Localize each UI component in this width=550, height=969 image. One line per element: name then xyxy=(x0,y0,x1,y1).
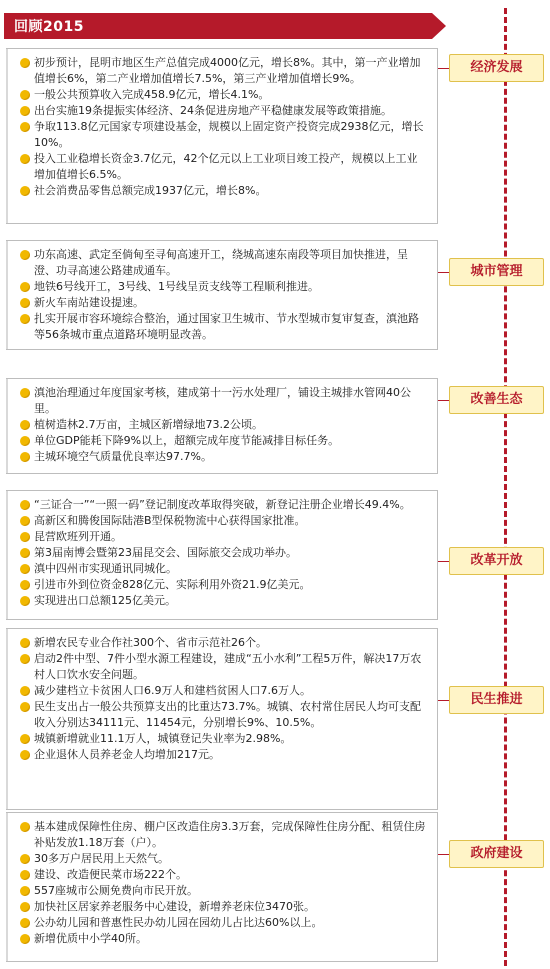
bullet-icon xyxy=(20,854,30,864)
list-item: 滇中四州市实现通讯同城化。 xyxy=(20,561,427,577)
bullet-icon xyxy=(20,314,30,324)
bullet-icon xyxy=(20,90,30,100)
list-item: 主城环境空气质量优良率达97.7%。 xyxy=(20,449,427,465)
section-reform xyxy=(6,490,438,620)
bullet-icon xyxy=(20,282,30,292)
tag-connector xyxy=(438,272,449,273)
list-item: 30多万户居民用上天然气。 xyxy=(20,851,427,867)
tag-livelihood: 民生推进 xyxy=(449,686,544,714)
section-economy xyxy=(6,48,438,224)
bullet-icon xyxy=(20,734,30,744)
tag-economy: 经济发展 xyxy=(449,54,544,82)
bullet-icon xyxy=(20,452,30,462)
list-item: 争取113.8亿元国家专项建设基金，规模以上固定资产投资完成2938亿元，增长10%。 xyxy=(20,119,427,151)
bullet-icon xyxy=(20,420,30,430)
bullet-icon xyxy=(20,250,30,260)
bullet-icon xyxy=(20,122,30,132)
bullet-icon xyxy=(20,870,30,880)
bullet-icon xyxy=(20,388,30,398)
tag-city: 城市管理 xyxy=(449,258,544,286)
page-title: 回顾2015 xyxy=(14,19,84,35)
list-item: 扎实开展市容环境综合整治，通过国家卫生城市、节水型城市复审复查，滇池路等56条城市重点道路环境明显改善。 xyxy=(20,311,427,343)
bullet-icon xyxy=(20,186,30,196)
timeline-spine xyxy=(504,8,507,966)
list-item: 昆营欧班列开通。 xyxy=(20,529,427,545)
list-item: 第3届南博会暨第23届昆交会、国际旅交会成功举办。 xyxy=(20,545,427,561)
bullet-icon xyxy=(20,106,30,116)
section-ecology xyxy=(6,378,438,474)
section-city xyxy=(6,240,438,350)
list-item: 功东高速、武定至倘甸至寻甸高速开工，绕城高速东南段等项目加快推进，呈澄、功寻高速公路建成通车。 xyxy=(20,247,427,279)
list-item: 社会消费品零售总额完成1937亿元，增长8%。 xyxy=(20,183,427,199)
list-item: 实现进出口总额125亿美元。 xyxy=(20,593,427,609)
list-item: 高新区和腾俊国际陆港B型保税物流中心获得国家批准。 xyxy=(20,513,427,529)
list-item: 滇池治理通过年度国家考核，建成第十一污水处理厂，铺设主城排水管网40公里。 xyxy=(20,385,427,417)
tag-reform: 改革开放 xyxy=(449,547,544,575)
list-item: 企业退休人员养老金人均增加217元。 xyxy=(20,747,427,763)
list-item: 基本建成保障性住房、棚户区改造住房3.3万套，完成保障性住房分配、租赁住房补贴发放1.18万套（户）。 xyxy=(20,819,427,851)
tag-connector xyxy=(438,400,449,401)
list-item: 单位GDP能耗下降9%以上，超额完成年度节能减排目标任务。 xyxy=(20,433,427,449)
list-item: 557座城市公厕免费向市民开放。 xyxy=(20,883,427,899)
list-item: 启动2件中型、7件小型水源工程建设，建成“五小水利”工程5万件，解决17万农村人口饮水安全问题。 xyxy=(20,651,427,683)
list-item: 引进市外到位资金828亿元、实际利用外资21.9亿美元。 xyxy=(20,577,427,593)
header-band xyxy=(4,13,432,39)
list-item: 加快社区居家养老服务中心建设，新增养老床位3470张。 xyxy=(20,899,427,915)
bullet-icon xyxy=(20,902,30,912)
bullet-icon xyxy=(20,516,30,526)
list-item: 一般公共预算收入完成458.9亿元，增长4.1%。 xyxy=(20,87,427,103)
section-government xyxy=(6,812,438,962)
bullet-icon xyxy=(20,654,30,664)
bullet-icon xyxy=(20,548,30,558)
tag-government: 政府建设 xyxy=(449,840,544,868)
bullet-icon xyxy=(20,436,30,446)
bullet-icon xyxy=(20,532,30,542)
tag-connector xyxy=(438,700,449,701)
bullet-icon xyxy=(20,500,30,510)
list-item: 新增优质中小学40所。 xyxy=(20,931,427,947)
bullet-icon xyxy=(20,638,30,648)
list-item: 城镇新增就业11.1万人，城镇登记失业率为2.98%。 xyxy=(20,731,427,747)
section-livelihood xyxy=(6,628,438,810)
bullet-icon xyxy=(20,934,30,944)
list-item: “三证合一”“一照一码”登记制度改革取得突破，新登记注册企业增长49.4%。 xyxy=(20,497,427,513)
tag-connector xyxy=(438,854,449,855)
tag-connector xyxy=(438,561,449,562)
bullet-icon xyxy=(20,564,30,574)
list-item: 公办幼儿园和普惠性民办幼儿园在园幼儿占比达60%以上。 xyxy=(20,915,427,931)
list-item: 减少建档立卡贫困人口6.9万人和建档贫困人口7.6万人。 xyxy=(20,683,427,699)
bullet-icon xyxy=(20,686,30,696)
list-item: 新火车南站建设提速。 xyxy=(20,295,427,311)
list-item: 地铁6号线开工，3号线、1号线呈贡支线等工程顺利推进。 xyxy=(20,279,427,295)
bullet-icon xyxy=(20,154,30,164)
tag-ecology: 改善生态 xyxy=(449,386,544,414)
bullet-icon xyxy=(20,298,30,308)
bullet-icon xyxy=(20,580,30,590)
list-item: 建设、改造便民菜市场222个。 xyxy=(20,867,427,883)
bullet-icon xyxy=(20,886,30,896)
list-item: 出台实施19条提振实体经济、24条促进房地产平稳健康发展等政策措施。 xyxy=(20,103,427,119)
bullet-icon xyxy=(20,750,30,760)
bullet-icon xyxy=(20,702,30,712)
list-item: 投入工业稳增长资金3.7亿元，42个亿元以上工业项目竣工投产，规模以上工业增加值增长6.5%。 xyxy=(20,151,427,183)
bullet-icon xyxy=(20,918,30,928)
header-arrow-tail xyxy=(432,13,446,39)
list-item: 民生支出占一般公共预算支出的比重达73.7%。城镇、农村常住居民人均可支配收入分别达34111元、11454元，分别增长9%、10.5%。 xyxy=(20,699,427,731)
bullet-icon xyxy=(20,596,30,606)
list-item: 植树造林2.7万亩，主城区新增绿地73.2公顷。 xyxy=(20,417,427,433)
list-item: 新增农民专业合作社300个、省市示范社26个。 xyxy=(20,635,427,651)
tag-connector xyxy=(438,68,449,69)
bullet-icon xyxy=(20,58,30,68)
bullet-icon xyxy=(20,822,30,832)
list-item: 初步预计，昆明市地区生产总值完成4000亿元，增长8%。其中，第一产业增加值增长6%，第二产业增加值增长7.5%，第三产业增加值增长9%。 xyxy=(20,55,427,87)
